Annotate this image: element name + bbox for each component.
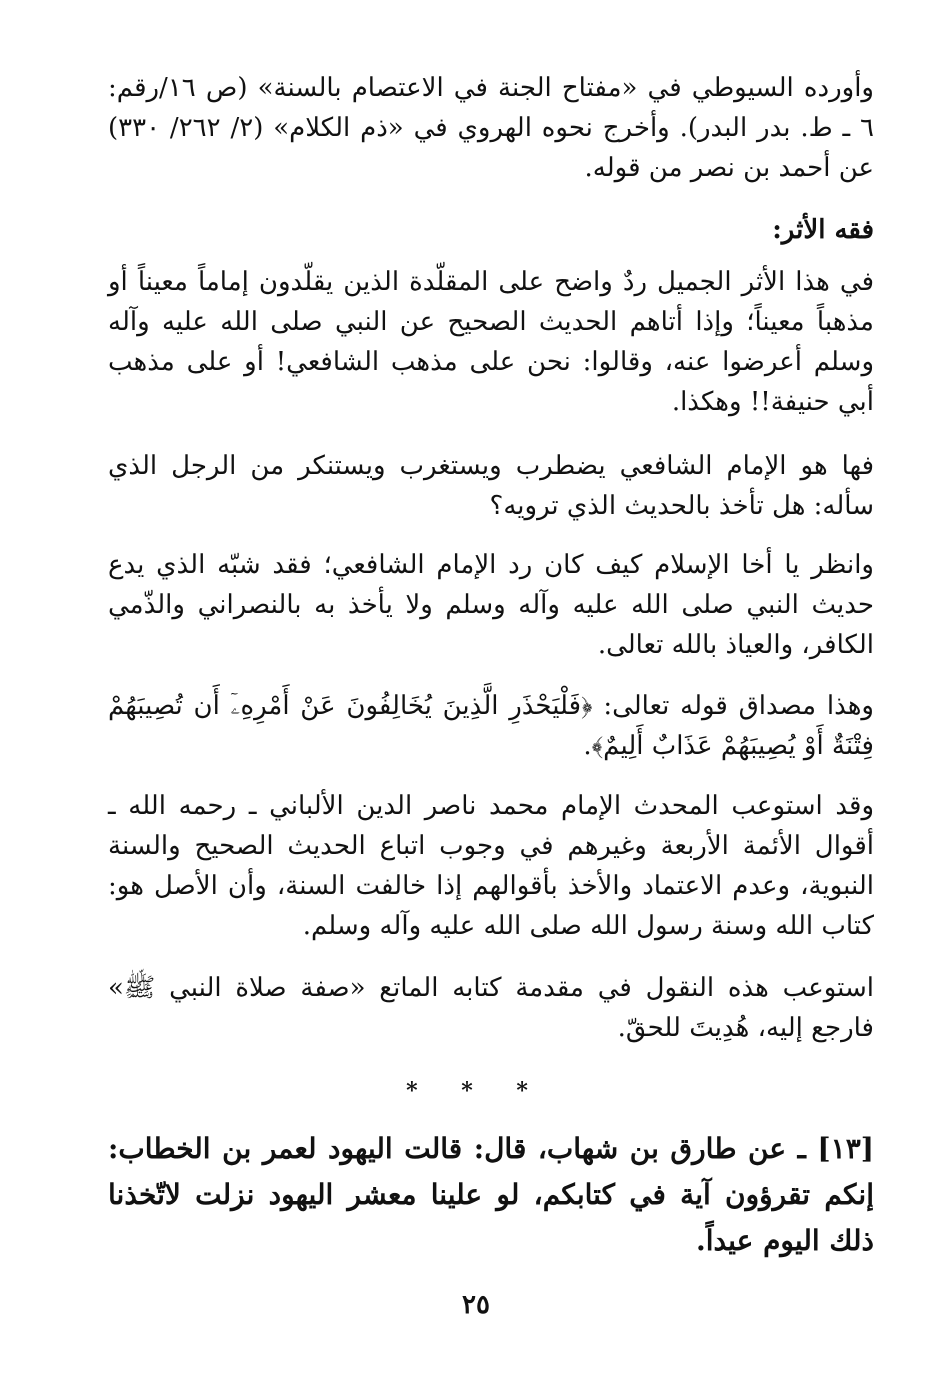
- paragraph-reference: استوعب هذه النقول في مقدمة كتابه الماتع «صفة صلاة النبي ﷺ» فارجع إليه، هُدِيتَ للحقّ.: [108, 973, 874, 1043]
- paragraph-shafii: فها هو الإمام الشافعي يضطرب ويستغرب ويستنكر من الرجل الذي سأله: هل تأخذ بالحديث الذي ترويه؟: [108, 451, 874, 521]
- paragraph-quran-verse: وهذا مصداق قوله تعالى: ﴿فَلْيَحْذَرِ الَّذِينَ يُخَالِفُونَ عَنْ أَمْرِهِۦٓ أَن تُصِيبَهُمْ فِتْنَةٌ أَوْ يُصِيبَهُمْ عَذَابٌ أَلِيمٌ﴾.: [108, 691, 874, 761]
- page-number: ٢٥: [462, 1290, 490, 1320]
- paragraph-reflection: وانظر يا أخا الإسلام كيف كان رد الإمام الشافعي؛ فقد شبّه الذي يدع حديث النبي صلى الله عليه وآله وسلم ولا يأخذ به بالنصراني والذّمي الكافر، والعياذ بالله تعالى.: [108, 550, 874, 660]
- paragraph-citation: وأورده السيوطي في «مفتاح الجنة في الاعتصام بالسنة» (ص ١٦/رقم: ٦ ـ ط. بدر البدر). وأخرج نحوه الهروي في «ذم الكلام» (٢/ ٢٦٢/ ٣٣٠) عن أحمد بن نصر من قوله.: [108, 73, 875, 183]
- section-separator: * * *: [406, 1078, 546, 1104]
- hadith-entry: [١٣] ـ عن طارق بن شهاب، قال: قالت اليهود لعمر بن الخطاب: إنكم تقرؤون آية في كتابكم، لو علينا معشر اليهود نزلت لاتّخذنا ذلك اليوم عيداً.: [108, 1132, 874, 1257]
- paragraph-commentary: في هذا الأثر الجميل ردٌ واضح على المقلّدة الذين يقلّدون إماماً معيناً أو مذهباً معيناً؛ وإذا أتاهم الحديث الصحيح عن النبي صلى الله عليه وآله وسلم أعرضوا عنه، وقالوا: نحن على مذهب الشافعي! أو على مذهب أبي حنيفة!! وهكذا.: [108, 267, 874, 417]
- section-heading: فقه الأثر:: [772, 215, 874, 245]
- paragraph-albani: وقد استوعب المحدث الإمام محمد ناصر الدين الألباني ـ رحمه الله ـ أقوال الأئمة الأربعة وغيرهم في وجوب اتباع الحديث الصحيح والسنة النبوية، وعدم الاعتماد والأخذ بأقوالهم إذا خالفت السنة، وأن الأصل هو: كتاب الله وسنة رسول الله صلى الله عليه وآله وسلم.: [108, 791, 874, 941]
